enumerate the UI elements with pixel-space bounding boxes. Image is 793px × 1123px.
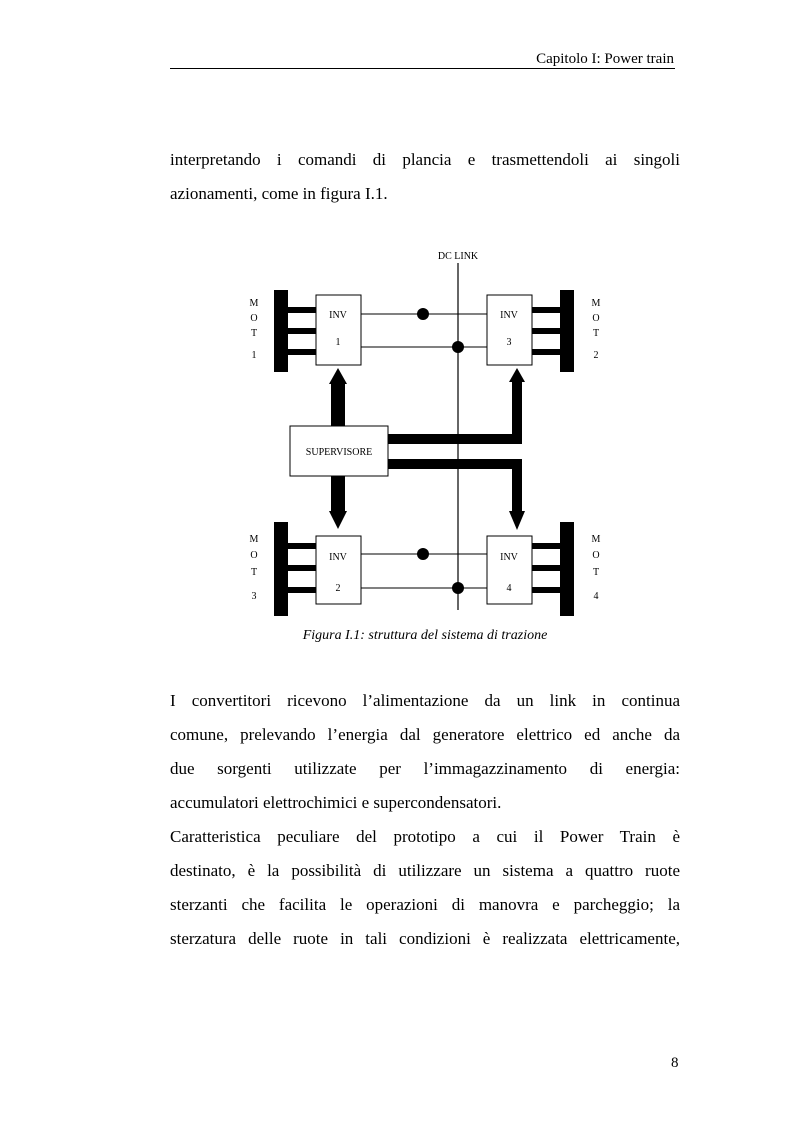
junction-dot bbox=[417, 548, 429, 560]
motor-1 bbox=[274, 290, 316, 372]
text-line: due sorgenti utilizzate per l’immagazzinamento di energia: bbox=[170, 759, 680, 778]
paragraph-prototype bbox=[170, 820, 680, 956]
inverter-4-label: INV bbox=[500, 552, 518, 563]
motor-label-letter: O bbox=[250, 550, 258, 561]
figure-caption: Figura I.1: struttura del sistema di trazione bbox=[302, 628, 548, 643]
figure-traction-system bbox=[230, 248, 610, 618]
motor-label-letter: T bbox=[592, 328, 600, 339]
motor-label-letter: M bbox=[591, 298, 601, 309]
inverter-3 bbox=[487, 295, 532, 365]
motor-number: 3 bbox=[251, 591, 257, 602]
text-line: azionamenti, come in figura I.1. bbox=[170, 184, 388, 203]
inverter-2-label: INV bbox=[329, 552, 347, 563]
paragraph-converters bbox=[170, 684, 680, 820]
text-line: I convertitori ricevono l’alimentazione da un link in continua bbox=[170, 691, 680, 710]
motor-2 bbox=[532, 290, 574, 372]
arrow-to-inverter-2 bbox=[329, 476, 347, 529]
traction-diagram bbox=[230, 248, 610, 618]
inverter-2-number: 2 bbox=[335, 583, 341, 594]
junction-dot bbox=[452, 341, 464, 353]
text-line: sterzanti che facilita le operazioni di manovra e parcheggio; la bbox=[170, 895, 680, 914]
paragraph-intro bbox=[170, 143, 680, 211]
motor-number: 2 bbox=[593, 350, 599, 361]
motor-number: 4 bbox=[593, 591, 599, 602]
junction-dot bbox=[417, 308, 429, 320]
supervisor-label: SUPERVISORE bbox=[305, 447, 373, 458]
motor-label-letter: M bbox=[249, 298, 259, 309]
motor-label-letter: T bbox=[250, 328, 258, 339]
motor-label-letter: T bbox=[592, 567, 600, 578]
motor-label-letter: O bbox=[250, 313, 258, 324]
text-line: destinato, è la possibilità di utilizzare un sistema a quattro ruote bbox=[170, 861, 680, 880]
arrow-to-inverter-3 bbox=[388, 368, 525, 444]
header-rule bbox=[170, 68, 675, 69]
motor-label-letter: M bbox=[591, 534, 601, 545]
dc-link-label: DC LINK bbox=[437, 251, 479, 262]
motor-3 bbox=[274, 522, 316, 616]
text-line: interpretando i comandi di plancia e trasmettendoli ai singoli bbox=[170, 150, 680, 169]
motor-4 bbox=[532, 522, 574, 616]
inverter-1 bbox=[316, 295, 361, 365]
text-line: Caratteristica peculiare del prototipo a cui il Power Train è bbox=[170, 827, 680, 846]
arrow-to-inverter-4 bbox=[388, 459, 525, 530]
running-header: Capitolo I: Power train bbox=[536, 51, 674, 67]
junction-dot bbox=[452, 582, 464, 594]
arrow-to-inverter-1 bbox=[329, 368, 347, 426]
inverter-3-number: 3 bbox=[506, 337, 512, 348]
text-line: sterzatura delle ruote in tali condizioni è realizzata elettricamente, bbox=[170, 929, 680, 948]
text-line: comune, prelevando l’energia dal generatore elettrico ed anche da bbox=[170, 725, 680, 744]
inverter-4-number: 4 bbox=[506, 583, 512, 594]
text-line: accumulatori elettrochimici e supercondensatori. bbox=[170, 793, 502, 812]
motor-label-letter: O bbox=[592, 550, 600, 561]
motor-label-letter: T bbox=[250, 567, 258, 578]
motor-label-letter: O bbox=[592, 313, 600, 324]
page-number: 8 bbox=[671, 1055, 679, 1071]
motor-label-letter: M bbox=[249, 534, 259, 545]
inverter-1-number: 1 bbox=[335, 337, 341, 348]
inverter-3-label: INV bbox=[500, 310, 518, 321]
inverter-1-label: INV bbox=[329, 310, 347, 321]
motor-number: 1 bbox=[251, 350, 257, 361]
